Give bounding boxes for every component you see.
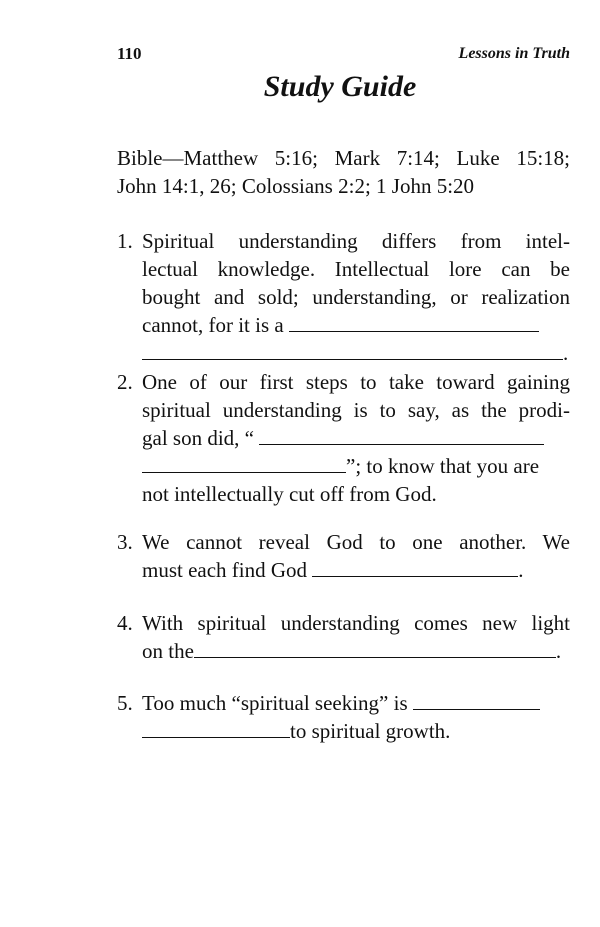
- answer-blank[interactable]: [142, 452, 346, 473]
- bible-refs-line1: Bible—Matthew 5:16; Mark 7:14; Luke 15:18;: [117, 146, 570, 170]
- answer-blank[interactable]: [289, 311, 539, 332]
- item-text: gal son did, “: [142, 426, 254, 450]
- answer-blank[interactable]: [312, 556, 518, 577]
- item-text: .: [563, 341, 569, 365]
- item-number: 5.: [117, 691, 133, 715]
- item-text: spiritual understanding is to say, as the prodi-: [142, 398, 570, 422]
- answer-blank[interactable]: [142, 339, 563, 360]
- answer-blank[interactable]: [194, 637, 556, 658]
- item-text: Spiritual understanding differs from intel-: [142, 229, 570, 253]
- answer-blank[interactable]: [142, 717, 290, 738]
- item-text: .: [518, 558, 524, 582]
- running-head: Lessons in Truth: [458, 45, 570, 62]
- item-text: .: [555, 639, 562, 663]
- item-number: 3.: [117, 530, 133, 554]
- item-text: on the: [142, 639, 194, 663]
- item-text: bought and sold; understanding, or realization: [142, 285, 570, 309]
- item-number: 1.: [117, 229, 133, 253]
- item-text: cannot, for it is a: [142, 313, 284, 337]
- item-text: With spiritual understanding comes new light: [142, 611, 570, 635]
- item-number: 4.: [117, 611, 133, 635]
- item-text: lectual knowledge. Intellectual lore can be: [142, 257, 570, 281]
- item-text: not intellectually cut off from God.: [142, 482, 437, 506]
- item-text: Too much “spiritual seeking” is: [142, 691, 408, 715]
- bible-refs-line2: John 14:1, 26; Colossians 2:2; 1 John 5:20: [117, 174, 475, 198]
- item-text: to spiritual growth.: [290, 719, 451, 743]
- answer-blank[interactable]: [413, 689, 540, 710]
- item-number: 2.: [117, 370, 133, 394]
- page-number: 110: [117, 44, 142, 63]
- item-text: We cannot reveal God to one another. We: [142, 530, 570, 554]
- page-title: Study Guide: [263, 70, 417, 103]
- item-text: must each find God: [142, 558, 308, 582]
- item-text: ”; to know that you are: [346, 454, 540, 478]
- answer-blank[interactable]: [259, 424, 544, 445]
- item-text: One of our first steps to take toward gaining: [142, 370, 570, 394]
